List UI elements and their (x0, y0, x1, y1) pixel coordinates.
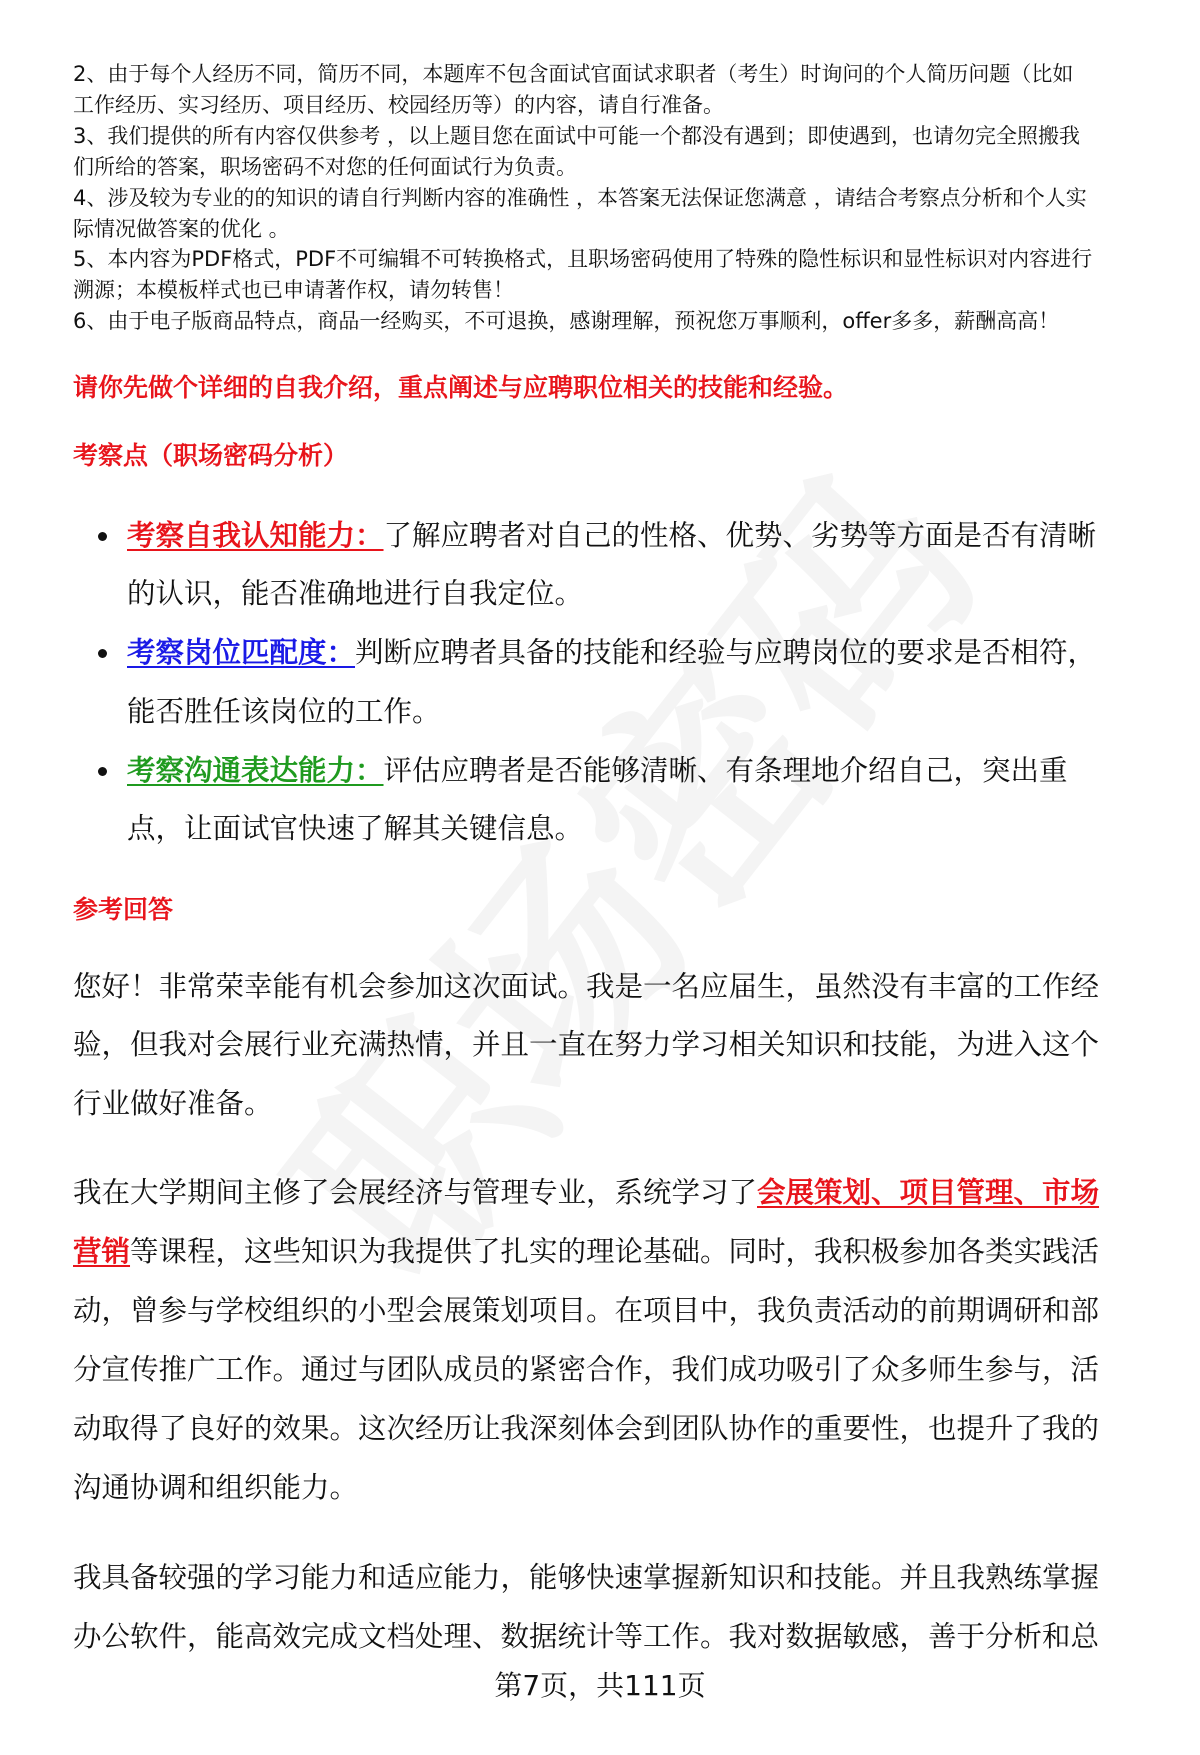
paragraph-line: 验，但我对会展行业充满热情，并且一直在努力学习相关知识和技能，为进入这个 (73, 1028, 1100, 1061)
bullet-icon (98, 649, 107, 658)
note-line: 们所给的答案，职场密码不对您的任何面试行为负责。 (73, 155, 577, 179)
paragraph-text: 我在大学期间主修了会展经济与管理专业，系统学习了 (73, 1176, 758, 1209)
paragraph-line (73, 1235, 1100, 1268)
paragraph-line: 分宣传推广工作。通过与团队成员的紧密合作，我们成功吸引了众多师生参与，活 (73, 1353, 1100, 1386)
paragraph-line (73, 1176, 1100, 1209)
highlight-text: 会展策划、项目管理、市场 (757, 1176, 1100, 1209)
question-title: 请你先做个详细的自我介绍，重点阐述与应聘职位相关的技能和经验。 (73, 373, 849, 402)
paragraph-line: 您好！非常荣幸能有机会参加这次面试。我是一名应届生，虽然没有丰富的工作经 (73, 970, 1100, 1003)
paragraph-text: 等课程，这些知识为我提供了扎实的理论基础。同时，我积极参加各类实践活 (130, 1235, 1100, 1268)
note-line: 3、我们提供的所有内容仅供参考 ，以上题目您在面试中可能一个都没有遇到；即使遇到，也请勿完全照搬我 (73, 124, 1081, 148)
bullet-text: 的认识，能否准确地进行自我定位。 (127, 577, 584, 610)
note-line: 2、由于每个人经历不同，简历不同，本题库不包含面试官面试求职者（考生）时询问的个人简历问题（比如 (73, 62, 1074, 86)
paragraph-line: 动取得了良好的效果。这次经历让我深刻体会到团队协作的重要性，也提升了我的 (73, 1412, 1100, 1445)
answer-heading: 参考回答 (73, 895, 174, 924)
bullet-item (127, 519, 1097, 552)
bullet-text: 了解应聘者对自己的性格、优势、劣势等方面是否有清晰 (383, 519, 1097, 552)
paragraph-line: 我具备较强的学习能力和适应能力，能够快速掌握新知识和技能。并且我熟练掌握 (73, 1561, 1100, 1594)
bullet-text: 判断应聘者具备的技能和经验与应聘岗位的要求是否相符， (355, 636, 1097, 669)
bullet-item (127, 636, 1097, 669)
bullet-item (127, 754, 1068, 787)
bullet-text: 点，让面试官快速了解其关键信息。 (127, 812, 584, 845)
bullet-text: 评估应聘者是否能够清晰、有条理地介绍自己，突出重 (383, 754, 1068, 787)
bullet-keyword: 考察沟通表达能力： (127, 754, 384, 787)
page-number: 第7页，共111页 (494, 1669, 706, 1702)
note-line: 5、本内容为PDF格式，PDF不可编辑不可转换格式，且职场密码使用了特殊的隐性标识和显性标识对内容进行 (73, 247, 1093, 271)
note-line: 际情况做答案的优化 。 (73, 217, 290, 241)
paragraph-line: 沟通协调和组织能力。 (73, 1471, 359, 1504)
paragraph-line: 办公软件，能高效完成文档处理、数据统计等工作。我对数据敏感，善于分析和总 (73, 1620, 1100, 1653)
note-line: 溯源；本模板样式也已申请著作权，请勿转售！ (73, 278, 514, 302)
note-line: 工作经历、实习经历、项目经历、校园经历等）的内容，请自行准备。 (73, 93, 724, 117)
note-line: 4、涉及较为专业的的知识的请自行判断内容的准确性 ，本答案无法保证您满意 ，请结合考察点分析和个人实 (73, 186, 1087, 210)
bullet-keyword: 考察岗位匹配度： (127, 636, 356, 669)
paragraph-line: 动，曾参与学校组织的小型会展策划项目。在项目中，我负责活动的前期调研和部 (73, 1294, 1100, 1327)
bullet-icon (98, 767, 107, 776)
analysis-heading: 考察点（职场密码分析） (73, 441, 349, 470)
bullet-keyword: 考察自我认知能力： (127, 519, 384, 552)
note-line: 6、由于电子版商品特点，商品一经购买，不可退换，感谢理解，预祝您万事顺利，offer多多，薪酬高高！ (73, 309, 1060, 333)
highlight-text: 营销 (73, 1235, 131, 1268)
bullet-icon (98, 532, 107, 541)
paragraph-line: 行业做好准备。 (73, 1087, 273, 1120)
bullet-text: 能否胜任该岗位的工作。 (127, 695, 441, 728)
